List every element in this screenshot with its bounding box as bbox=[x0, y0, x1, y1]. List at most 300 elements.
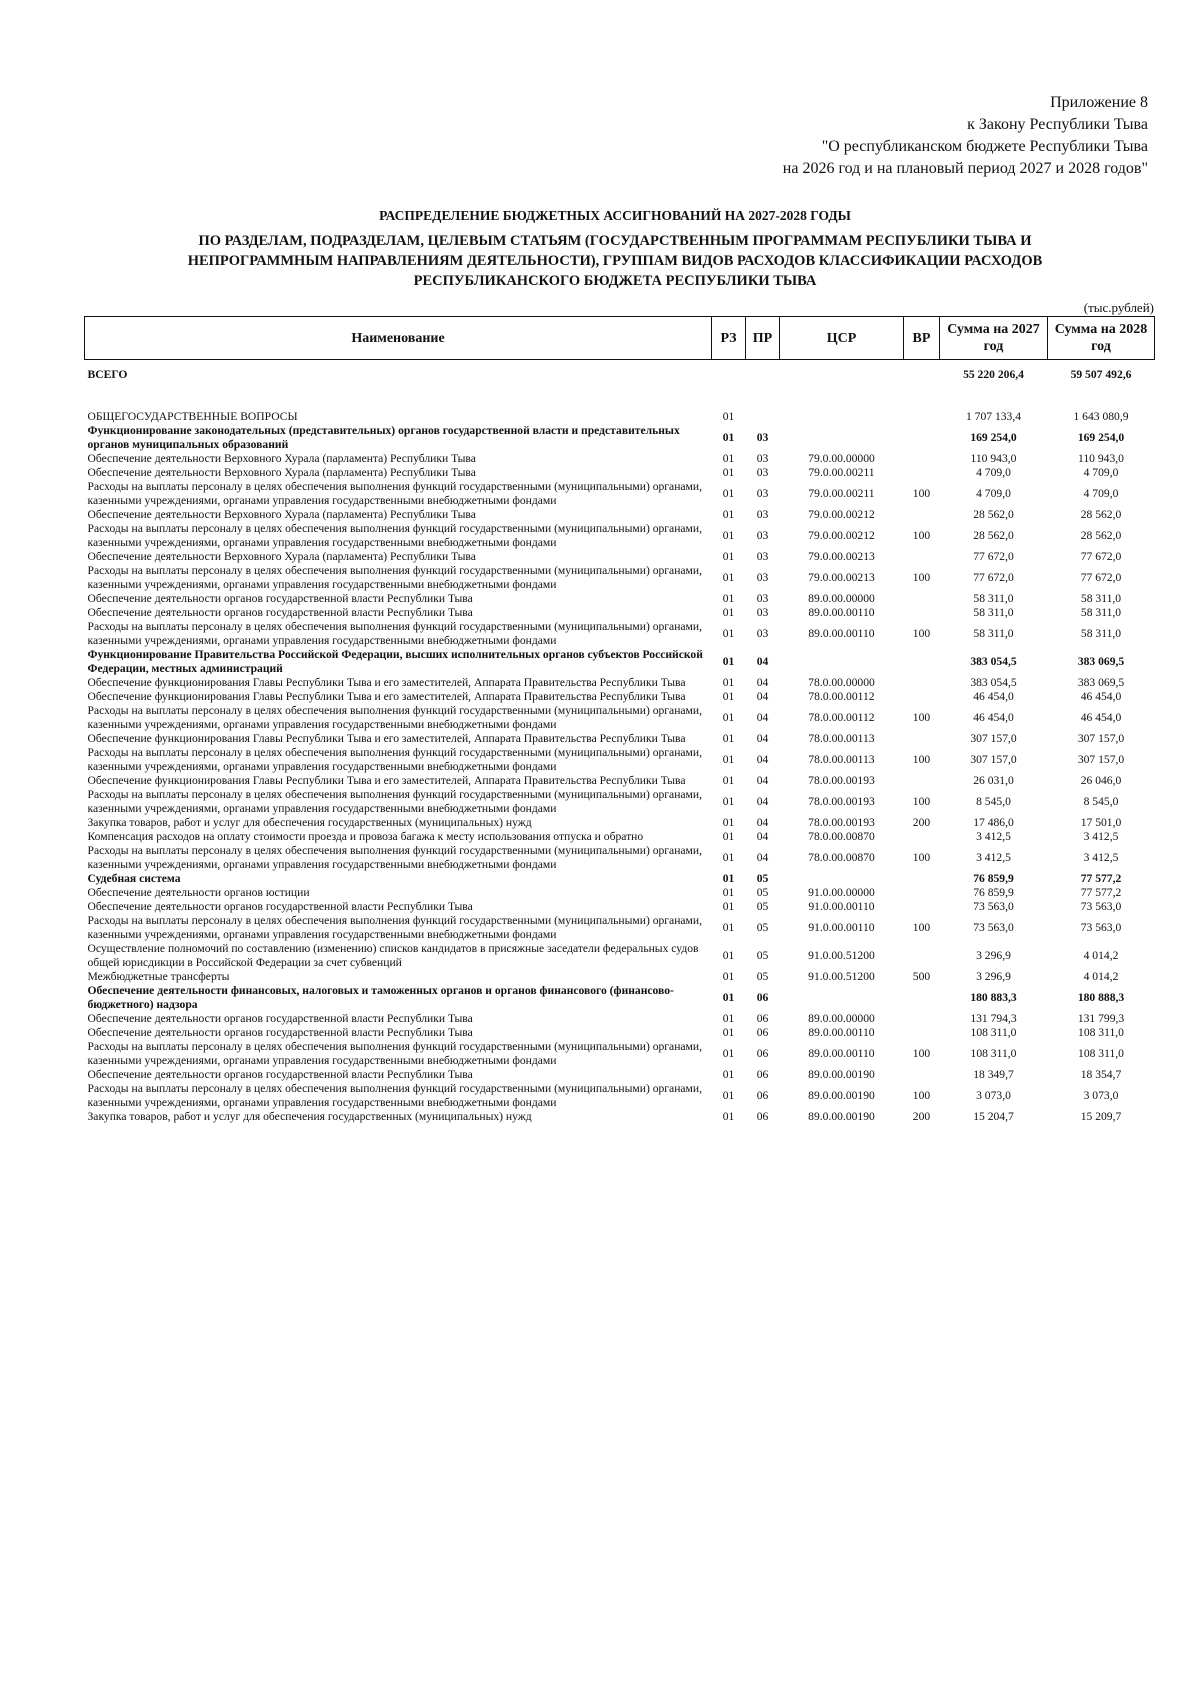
cell-sum-2028: 108 311,0 bbox=[1078, 1047, 1124, 1060]
cell-sum-2028: 58 311,0 bbox=[1080, 606, 1122, 619]
col-header-csr: ЦСР bbox=[780, 317, 904, 360]
cell-sum-2028: 46 454,0 bbox=[1080, 711, 1122, 724]
cell-vr: 200 bbox=[912, 1110, 931, 1123]
table-row bbox=[85, 774, 1155, 788]
cell-pr: 06 bbox=[756, 1110, 769, 1123]
cell-rz: 01 bbox=[722, 921, 735, 934]
cell-sum-2027: 58 311,0 bbox=[973, 606, 1014, 619]
cell-sum-2027: 46 454,0 bbox=[973, 711, 1014, 724]
cell-pr: 06 bbox=[756, 1047, 769, 1060]
cell-sum-2027: 76 859,9 bbox=[973, 886, 1014, 899]
cell-sum-2027: 58 311,0 bbox=[973, 592, 1014, 605]
cell-sum-2027: 383 054,5 bbox=[970, 676, 1017, 689]
cell-csr: 79.0.00.00000 bbox=[808, 452, 875, 465]
cell-rz: 01 bbox=[722, 851, 735, 864]
appendix-line: Приложение 8 bbox=[1050, 94, 1148, 111]
cell-rz: 01 bbox=[722, 1026, 735, 1039]
cell-rz: 01 bbox=[722, 1089, 735, 1102]
table-row bbox=[85, 452, 1155, 466]
cell-name: Обеспечение функционирования Главы Республики Тыва и его заместителей, Аппарата Правительства Республики Тыва bbox=[87, 774, 686, 787]
cell-rz: 01 bbox=[722, 1047, 735, 1060]
table-row bbox=[85, 1082, 1155, 1110]
cell-name: Обеспечение деятельности органов государственной власти Республики Тыва bbox=[87, 592, 473, 605]
cell-sum-2028: 77 577,2 bbox=[1080, 886, 1122, 899]
cell-name: Обеспечение деятельности органов государственной власти Республики Тыва bbox=[87, 606, 473, 619]
col-header-sum-2028: Сумма на 2028 год bbox=[1048, 317, 1155, 360]
cell-name: Расходы на выплаты персоналу в целях обеспечения выполнения функций государственными (муниципальными) органами, казенными учреждениями, органами управления государственными внебюджетными фондами bbox=[87, 788, 702, 815]
cell-rz bbox=[712, 360, 746, 405]
cell-vr bbox=[904, 360, 940, 405]
table-row bbox=[85, 508, 1155, 522]
cell-vr bbox=[904, 452, 940, 466]
cell-sum-2028: 3 412,5 bbox=[1083, 830, 1119, 843]
cell-sum-2027: 4 709,0 bbox=[976, 487, 1011, 500]
table-row bbox=[85, 690, 1155, 704]
cell-csr: 89.0.00.00110 bbox=[808, 606, 875, 619]
cell-sum-2027: 26 031,0 bbox=[973, 774, 1014, 787]
cell-sum-2028: 383 069,5 bbox=[1077, 655, 1125, 668]
cell-name: Обеспечение функционирования Главы Республики Тыва и его заместителей, Аппарата Правительства Республики Тыва bbox=[87, 732, 686, 745]
cell-vr: 200 bbox=[912, 816, 931, 829]
cell-rz: 01 bbox=[722, 410, 735, 423]
table-row bbox=[85, 732, 1155, 746]
cell-sum-2028: 108 311,0 bbox=[1078, 1026, 1124, 1039]
table-row bbox=[85, 746, 1155, 774]
title-line: ПО РАЗДЕЛАМ, ПОДРАЗДЕЛАМ, ЦЕЛЕВЫМ СТАТЬЯМ (ГОСУДАРСТВЕННЫМ ПРОГРАММАМ РЕСПУБЛИКИ ТЫВА И bbox=[198, 233, 1032, 249]
cell-sum-2028: 46 454,0 bbox=[1080, 690, 1122, 703]
cell-csr: 89.0.00.00190 bbox=[808, 1089, 875, 1102]
cell-pr: 04 bbox=[756, 676, 769, 689]
appendix-line: к Закону Республики Тыва bbox=[967, 116, 1148, 133]
cell-vr: 100 bbox=[912, 487, 931, 500]
cell-pr: 03 bbox=[756, 627, 769, 640]
table-header-row bbox=[85, 317, 1155, 360]
cell-vr bbox=[904, 732, 940, 746]
cell-sum-2027: 8 545,0 bbox=[976, 795, 1011, 808]
cell-pr: 03 bbox=[756, 431, 769, 444]
cell-rz: 01 bbox=[722, 886, 735, 899]
cell-name: Обеспечение деятельности Верховного Хурала (парламента) Республики Тыва bbox=[87, 452, 476, 465]
cell-name: Расходы на выплаты персоналу в целях обеспечения выполнения функций государственными (муниципальными) органами, казенными учреждениями, органами управления государственными внебюджетными фондами bbox=[87, 522, 702, 549]
cell-sum-2027: 55 220 206,4 bbox=[963, 368, 1024, 381]
cell-rz: 01 bbox=[722, 1110, 735, 1123]
cell-name: Расходы на выплаты персоналу в целях обеспечения выполнения функций государственными (муниципальными) органами, казенными учреждениями, органами управления государственными внебюджетными фондами bbox=[87, 844, 702, 871]
cell-rz: 01 bbox=[722, 431, 735, 444]
cell-csr bbox=[780, 404, 904, 424]
cell-rz: 01 bbox=[722, 1068, 735, 1081]
cell-name: Расходы на выплаты персоналу в целях обеспечения выполнения функций государственными (муниципальными) органами, казенными учреждениями, органами управления государственными внебюджетными фондами bbox=[87, 704, 702, 731]
cell-name: Закупка товаров, работ и услуг для обеспечения государственных (муниципальных) нужд bbox=[87, 1110, 532, 1123]
table-row bbox=[85, 404, 1155, 424]
cell-sum-2028: 77 672,0 bbox=[1080, 571, 1122, 584]
cell-name: Расходы на выплаты персоналу в целях обеспечения выполнения функций государственными (муниципальными) органами, казенными учреждениями, органами управления государственными внебюджетными фондами bbox=[87, 1082, 702, 1109]
cell-name: Обеспечение деятельности Верховного Хурала (парламента) Республики Тыва bbox=[87, 550, 476, 563]
table-body bbox=[85, 360, 1155, 1125]
col-header-pr: ПР bbox=[746, 317, 780, 360]
cell-csr: 79.0.00.00212 bbox=[808, 529, 875, 542]
cell-vr bbox=[904, 690, 940, 704]
cell-pr: 03 bbox=[756, 466, 769, 479]
table-row bbox=[85, 424, 1155, 452]
cell-name: Обеспечение деятельности Верховного Хурала (парламента) Республики Тыва bbox=[87, 466, 476, 479]
cell-vr bbox=[904, 648, 940, 676]
cell-csr: 91.0.00.00110 bbox=[808, 900, 875, 913]
cell-vr: 100 bbox=[912, 851, 931, 864]
cell-name: Обеспечение функционирования Главы Республики Тыва и его заместителей, Аппарата Правительства Республики Тыва bbox=[87, 690, 686, 703]
cell-name: ВСЕГО bbox=[87, 368, 128, 381]
table-row bbox=[85, 564, 1155, 592]
cell-pr: 06 bbox=[756, 991, 769, 1004]
cell-vr: 100 bbox=[912, 1047, 931, 1060]
cell-sum-2028: 169 254,0 bbox=[1077, 431, 1125, 444]
cell-csr: 79.0.00.00213 bbox=[808, 550, 875, 563]
cell-sum-2027: 307 157,0 bbox=[970, 732, 1017, 745]
cell-sum-2028: 8 545,0 bbox=[1083, 795, 1119, 808]
cell-rz: 01 bbox=[722, 774, 735, 787]
cell-csr: 79.0.00.00213 bbox=[808, 571, 875, 584]
cell-csr: 78.0.00.00870 bbox=[808, 830, 875, 843]
cell-vr bbox=[904, 592, 940, 606]
cell-pr: 06 bbox=[756, 1012, 769, 1025]
table-row bbox=[85, 704, 1155, 732]
cell-sum-2028: 110 943,0 bbox=[1078, 452, 1124, 465]
cell-sum-2027: 77 672,0 bbox=[973, 550, 1014, 563]
cell-pr: 05 bbox=[756, 886, 769, 899]
cell-sum-2027: 76 859,9 bbox=[973, 872, 1014, 885]
cell-vr: 100 bbox=[912, 795, 931, 808]
table-row bbox=[85, 360, 1155, 405]
cell-rz: 01 bbox=[722, 550, 735, 563]
cell-sum-2028: 28 562,0 bbox=[1080, 529, 1122, 542]
cell-sum-2027: 77 672,0 bbox=[973, 571, 1014, 584]
cell-pr: 05 bbox=[756, 872, 769, 885]
table-row bbox=[85, 592, 1155, 606]
cell-pr: 05 bbox=[756, 900, 769, 913]
cell-sum-2028: 3 073,0 bbox=[1083, 1089, 1119, 1102]
cell-rz: 01 bbox=[722, 606, 735, 619]
cell-name: Компенсация расходов на оплату стоимости проезда и провоза багажа к месту использования отпуска и обратно bbox=[87, 830, 644, 843]
cell-csr: 89.0.00.00190 bbox=[808, 1110, 875, 1123]
cell-name: Расходы на выплаты персоналу в целях обеспечения выполнения функций государственными (муниципальными) органами, казенными учреждениями, органами управления государственными внебюджетными фондами bbox=[87, 564, 702, 591]
budget-table bbox=[84, 316, 1155, 1124]
table-row bbox=[85, 914, 1155, 942]
table-row bbox=[85, 1026, 1155, 1040]
table-row bbox=[85, 844, 1155, 872]
cell-sum-2027: 58 311,0 bbox=[973, 627, 1014, 640]
cell-csr bbox=[780, 360, 904, 405]
cell-csr: 78.0.00.00112 bbox=[808, 690, 875, 703]
cell-sum-2027: 18 349,7 bbox=[973, 1068, 1014, 1081]
appendix-line: "О республиканском бюджете Республики Тыва bbox=[821, 138, 1148, 155]
table-row bbox=[85, 522, 1155, 550]
cell-rz: 01 bbox=[722, 452, 735, 465]
table-row bbox=[85, 466, 1155, 480]
cell-sum-2028: 1 643 080,9 bbox=[1073, 410, 1129, 423]
cell-name: Расходы на выплаты персоналу в целях обеспечения выполнения функций государственными (муниципальными) органами, казенными учреждениями, органами управления государственными внебюджетными фондами bbox=[87, 746, 702, 773]
cell-rz: 01 bbox=[722, 872, 735, 885]
cell-vr bbox=[904, 830, 940, 844]
cell-pr: 03 bbox=[756, 529, 769, 542]
cell-sum-2027: 28 562,0 bbox=[973, 508, 1014, 521]
cell-rz: 01 bbox=[722, 487, 735, 500]
cell-vr bbox=[904, 466, 940, 480]
cell-sum-2027: 3 412,5 bbox=[976, 830, 1011, 843]
cell-name: Функционирование Правительства Российской Федерации, высших исполнительных органов субъектов Российской Федерации, местных администраций bbox=[87, 648, 703, 675]
cell-rz: 01 bbox=[722, 690, 735, 703]
cell-pr: 04 bbox=[756, 851, 769, 864]
cell-name: Обеспечение деятельности органов государственной власти Республики Тыва bbox=[87, 1012, 473, 1025]
table-row bbox=[85, 550, 1155, 564]
cell-name: Расходы на выплаты персоналу в целях обеспечения выполнения функций государственными (муниципальными) органами, казенными учреждениями, органами управления государственными внебюджетными фондами bbox=[87, 480, 702, 507]
cell-sum-2028: 59 507 492,6 bbox=[1070, 368, 1132, 381]
cell-vr bbox=[904, 1026, 940, 1040]
table-row bbox=[85, 606, 1155, 620]
cell-vr: 100 bbox=[912, 627, 931, 640]
cell-pr: 04 bbox=[756, 690, 769, 703]
title-line: РАСПРЕДЕЛЕНИЕ БЮДЖЕТНЫХ АССИГНОВАНИЙ НА 2027-2028 ГОДЫ bbox=[379, 208, 851, 223]
cell-csr: 91.0.00.00110 bbox=[808, 921, 875, 934]
cell-sum-2028: 383 069,5 bbox=[1077, 676, 1125, 689]
cell-pr: 04 bbox=[756, 711, 769, 724]
cell-name: Расходы на выплаты персоналу в целях обеспечения выполнения функций государственными (муниципальными) органами, казенными учреждениями, органами управления государственными внебюджетными фондами bbox=[87, 620, 702, 647]
cell-sum-2027: 169 254,0 bbox=[970, 431, 1017, 444]
cell-pr: 04 bbox=[756, 732, 769, 745]
cell-rz: 01 bbox=[722, 676, 735, 689]
cell-name: Обеспечение деятельности финансовых, налоговых и таможенных органов и органов финансового (финансово-бюджетного) надзора bbox=[87, 984, 674, 1011]
col-header-rz: РЗ bbox=[712, 317, 746, 360]
cell-rz: 01 bbox=[722, 1012, 735, 1025]
units-label: (тыс.рублей) bbox=[1083, 300, 1154, 315]
cell-pr: 03 bbox=[756, 571, 769, 584]
cell-sum-2027: 1 707 133,4 bbox=[965, 410, 1022, 423]
cell-sum-2027: 3 296,9 bbox=[976, 970, 1011, 983]
cell-rz: 01 bbox=[722, 795, 735, 808]
cell-vr bbox=[904, 1068, 940, 1082]
cell-rz: 01 bbox=[722, 508, 735, 521]
cell-sum-2027: 108 311,0 bbox=[970, 1026, 1017, 1039]
table-row bbox=[85, 872, 1155, 886]
cell-sum-2027: 4 709,0 bbox=[976, 466, 1011, 479]
cell-csr: 79.0.00.00211 bbox=[808, 487, 875, 500]
cell-csr: 89.0.00.00190 bbox=[808, 1068, 875, 1081]
cell-pr: 04 bbox=[756, 774, 769, 787]
table-row bbox=[85, 816, 1155, 830]
cell-csr bbox=[780, 648, 904, 676]
cell-sum-2028: 4 709,0 bbox=[1083, 487, 1119, 500]
cell-sum-2027: 46 454,0 bbox=[973, 690, 1014, 703]
cell-pr: 05 bbox=[756, 970, 769, 983]
cell-rz: 01 bbox=[722, 949, 735, 962]
cell-name: Обеспечение функционирования Главы Республики Тыва и его заместителей, Аппарата Правительства Республики Тыва bbox=[87, 676, 686, 689]
table-row bbox=[85, 676, 1155, 690]
cell-rz: 01 bbox=[722, 970, 735, 983]
cell-csr: 78.0.00.00193 bbox=[808, 774, 875, 787]
cell-csr: 78.0.00.00193 bbox=[808, 795, 875, 808]
cell-sum-2028: 4 709,0 bbox=[1083, 466, 1119, 479]
title-line: РЕСПУБЛИКАНСКОГО БЮДЖЕТА РЕСПУБЛИКИ ТЫВА bbox=[413, 273, 817, 289]
cell-pr: 06 bbox=[756, 1068, 769, 1081]
table-row bbox=[85, 886, 1155, 900]
cell-sum-2028: 58 311,0 bbox=[1080, 592, 1122, 605]
cell-csr: 89.0.00.00110 bbox=[808, 1047, 875, 1060]
table-row bbox=[85, 984, 1155, 1012]
cell-csr: 78.0.00.00870 bbox=[808, 851, 875, 864]
cell-sum-2027: 131 794,3 bbox=[970, 1012, 1017, 1025]
table-row bbox=[85, 970, 1155, 984]
cell-sum-2028: 17 501,0 bbox=[1080, 816, 1122, 829]
cell-pr: 03 bbox=[756, 606, 769, 619]
cell-sum-2028: 131 799,3 bbox=[1077, 1012, 1125, 1025]
cell-vr bbox=[904, 676, 940, 690]
cell-name: Функционирование законодательных (представительных) органов государственной власти и представительных органов муниципальных образований bbox=[87, 424, 680, 451]
cell-sum-2027: 3 296,9 bbox=[976, 949, 1011, 962]
cell-sum-2028: 26 046,0 bbox=[1080, 774, 1122, 787]
title-line: НЕПРОГРАММНЫМ НАПРАВЛЕНИЯМ ДЕЯТЕЛЬНОСТИ), ГРУППАМ ВИДОВ РАСХОДОВ КЛАССИФИКАЦИИ РАСХОДОВ bbox=[187, 253, 1043, 269]
cell-pr: 04 bbox=[756, 795, 769, 808]
cell-pr bbox=[746, 404, 780, 424]
cell-rz: 01 bbox=[722, 711, 735, 724]
cell-pr: 04 bbox=[756, 655, 769, 668]
cell-sum-2027: 3 073,0 bbox=[976, 1089, 1011, 1102]
cell-name: Обеспечение деятельности Верховного Хурала (парламента) Республики Тыва bbox=[87, 508, 476, 521]
cell-sum-2027: 108 311,0 bbox=[970, 1047, 1017, 1060]
cell-vr: 100 bbox=[912, 571, 931, 584]
cell-vr bbox=[904, 942, 940, 970]
cell-csr: 78.0.00.00193 bbox=[808, 816, 875, 829]
cell-pr: 05 bbox=[756, 921, 769, 934]
cell-csr: 89.0.00.00110 bbox=[808, 1026, 875, 1039]
cell-rz: 01 bbox=[722, 732, 735, 745]
cell-vr bbox=[904, 508, 940, 522]
cell-name: Обеспечение деятельности органов государственной власти Республики Тыва bbox=[87, 1068, 473, 1081]
cell-name: Обеспечение деятельности органов государственной власти Республики Тыва bbox=[87, 1026, 473, 1039]
cell-sum-2027: 307 157,0 bbox=[970, 753, 1017, 766]
cell-vr bbox=[904, 404, 940, 424]
col-header-vr: ВР bbox=[904, 317, 940, 360]
cell-vr bbox=[904, 774, 940, 788]
cell-csr bbox=[780, 424, 904, 452]
cell-vr bbox=[904, 872, 940, 886]
table-row bbox=[85, 480, 1155, 508]
cell-pr: 03 bbox=[756, 508, 769, 521]
cell-csr: 79.0.00.00212 bbox=[808, 508, 875, 521]
cell-pr: 03 bbox=[756, 592, 769, 605]
cell-sum-2027: 73 563,0 bbox=[973, 921, 1014, 934]
cell-csr: 79.0.00.00211 bbox=[808, 466, 875, 479]
cell-sum-2027: 180 883,3 bbox=[970, 991, 1017, 1004]
cell-sum-2027: 28 562,0 bbox=[973, 529, 1014, 542]
document-title bbox=[80, 206, 1150, 291]
table-row bbox=[85, 648, 1155, 676]
cell-rz: 01 bbox=[722, 571, 735, 584]
table-row bbox=[85, 620, 1155, 648]
cell-csr: 78.0.00.00112 bbox=[808, 711, 875, 724]
cell-pr bbox=[746, 360, 780, 405]
cell-sum-2028: 180 888,3 bbox=[1077, 991, 1125, 1004]
cell-sum-2028: 73 563,0 bbox=[1080, 900, 1122, 913]
cell-sum-2027: 73 563,0 bbox=[973, 900, 1014, 913]
cell-sum-2027: 3 412,5 bbox=[976, 851, 1011, 864]
cell-rz: 01 bbox=[722, 466, 735, 479]
cell-vr: 100 bbox=[912, 711, 931, 724]
cell-rz: 01 bbox=[722, 900, 735, 913]
col-header-name: Наименование bbox=[85, 317, 712, 360]
table-row bbox=[85, 900, 1155, 914]
cell-name: Расходы на выплаты персоналу в целях обеспечения выполнения функций государственными (муниципальными) органами, казенными учреждениями, органами управления государственными внебюджетными фондами bbox=[87, 1040, 702, 1067]
cell-vr bbox=[904, 1012, 940, 1026]
cell-pr: 03 bbox=[756, 550, 769, 563]
cell-vr: 500 bbox=[912, 970, 931, 983]
table-row bbox=[85, 1068, 1155, 1082]
cell-pr: 04 bbox=[756, 830, 769, 843]
cell-name: Осуществление полномочий по составлению (изменению) списков кандидатов в присяжные заседатели федеральных судов общей юрисдикции в Российской Федерации за счет субвенций bbox=[87, 942, 699, 969]
cell-rz: 01 bbox=[722, 991, 735, 1004]
cell-csr bbox=[780, 872, 904, 886]
cell-sum-2028: 15 209,7 bbox=[1080, 1110, 1122, 1123]
table-row bbox=[85, 830, 1155, 844]
cell-sum-2028: 3 412,5 bbox=[1083, 851, 1119, 864]
cell-sum-2028: 4 014,2 bbox=[1083, 970, 1119, 983]
cell-rz: 01 bbox=[722, 753, 735, 766]
cell-pr: 05 bbox=[756, 949, 769, 962]
cell-vr bbox=[904, 900, 940, 914]
cell-rz: 01 bbox=[722, 655, 735, 668]
cell-sum-2027: 17 486,0 bbox=[973, 816, 1014, 829]
cell-sum-2028: 77 577,2 bbox=[1080, 872, 1122, 885]
table-row bbox=[85, 1110, 1155, 1124]
cell-sum-2028: 73 563,0 bbox=[1080, 921, 1122, 934]
cell-pr: 03 bbox=[756, 487, 769, 500]
cell-vr bbox=[904, 886, 940, 900]
cell-csr: 89.0.00.00000 bbox=[808, 592, 875, 605]
cell-csr: 91.0.00.51200 bbox=[808, 970, 875, 983]
table-row bbox=[85, 1040, 1155, 1068]
cell-vr bbox=[904, 424, 940, 452]
cell-vr: 100 bbox=[912, 529, 931, 542]
cell-name: ОБЩЕГОСУДАРСТВЕННЫЕ ВОПРОСЫ bbox=[87, 410, 298, 423]
cell-rz: 01 bbox=[722, 592, 735, 605]
col-header-sum-2027: Сумма на 2027 год bbox=[940, 317, 1048, 360]
cell-rz: 01 bbox=[722, 830, 735, 843]
cell-sum-2028: 4 014,2 bbox=[1083, 949, 1119, 962]
cell-sum-2027: 15 204,7 bbox=[973, 1110, 1014, 1123]
cell-pr: 06 bbox=[756, 1026, 769, 1039]
cell-sum-2028: 307 157,0 bbox=[1077, 732, 1125, 745]
cell-sum-2027: 110 943,0 bbox=[970, 452, 1017, 465]
cell-sum-2028: 77 672,0 bbox=[1080, 550, 1122, 563]
table-row bbox=[85, 788, 1155, 816]
cell-name: Судебная система bbox=[87, 872, 181, 885]
cell-csr: 91.0.00.51200 bbox=[808, 949, 875, 962]
cell-name: Обеспечение деятельности органов государственной власти Республики Тыва bbox=[87, 900, 473, 913]
cell-name: Межбюджетные трансферты bbox=[87, 970, 230, 983]
cell-sum-2027: 383 054,5 bbox=[970, 655, 1017, 668]
cell-sum-2028: 58 311,0 bbox=[1080, 627, 1122, 640]
cell-vr bbox=[904, 984, 940, 1012]
cell-name: Обеспечение деятельности органов юстиции bbox=[87, 886, 310, 899]
cell-rz: 01 bbox=[722, 627, 735, 640]
cell-pr: 04 bbox=[756, 753, 769, 766]
cell-csr: 89.0.00.00110 bbox=[808, 627, 875, 640]
cell-vr: 100 bbox=[912, 753, 931, 766]
cell-pr: 04 bbox=[756, 816, 769, 829]
appendix-reference bbox=[783, 92, 1148, 180]
cell-sum-2028: 18 354,7 bbox=[1080, 1068, 1122, 1081]
cell-sum-2028: 307 157,0 bbox=[1077, 753, 1125, 766]
cell-rz: 01 bbox=[722, 816, 735, 829]
table-row bbox=[85, 1012, 1155, 1026]
cell-vr: 100 bbox=[912, 921, 931, 934]
